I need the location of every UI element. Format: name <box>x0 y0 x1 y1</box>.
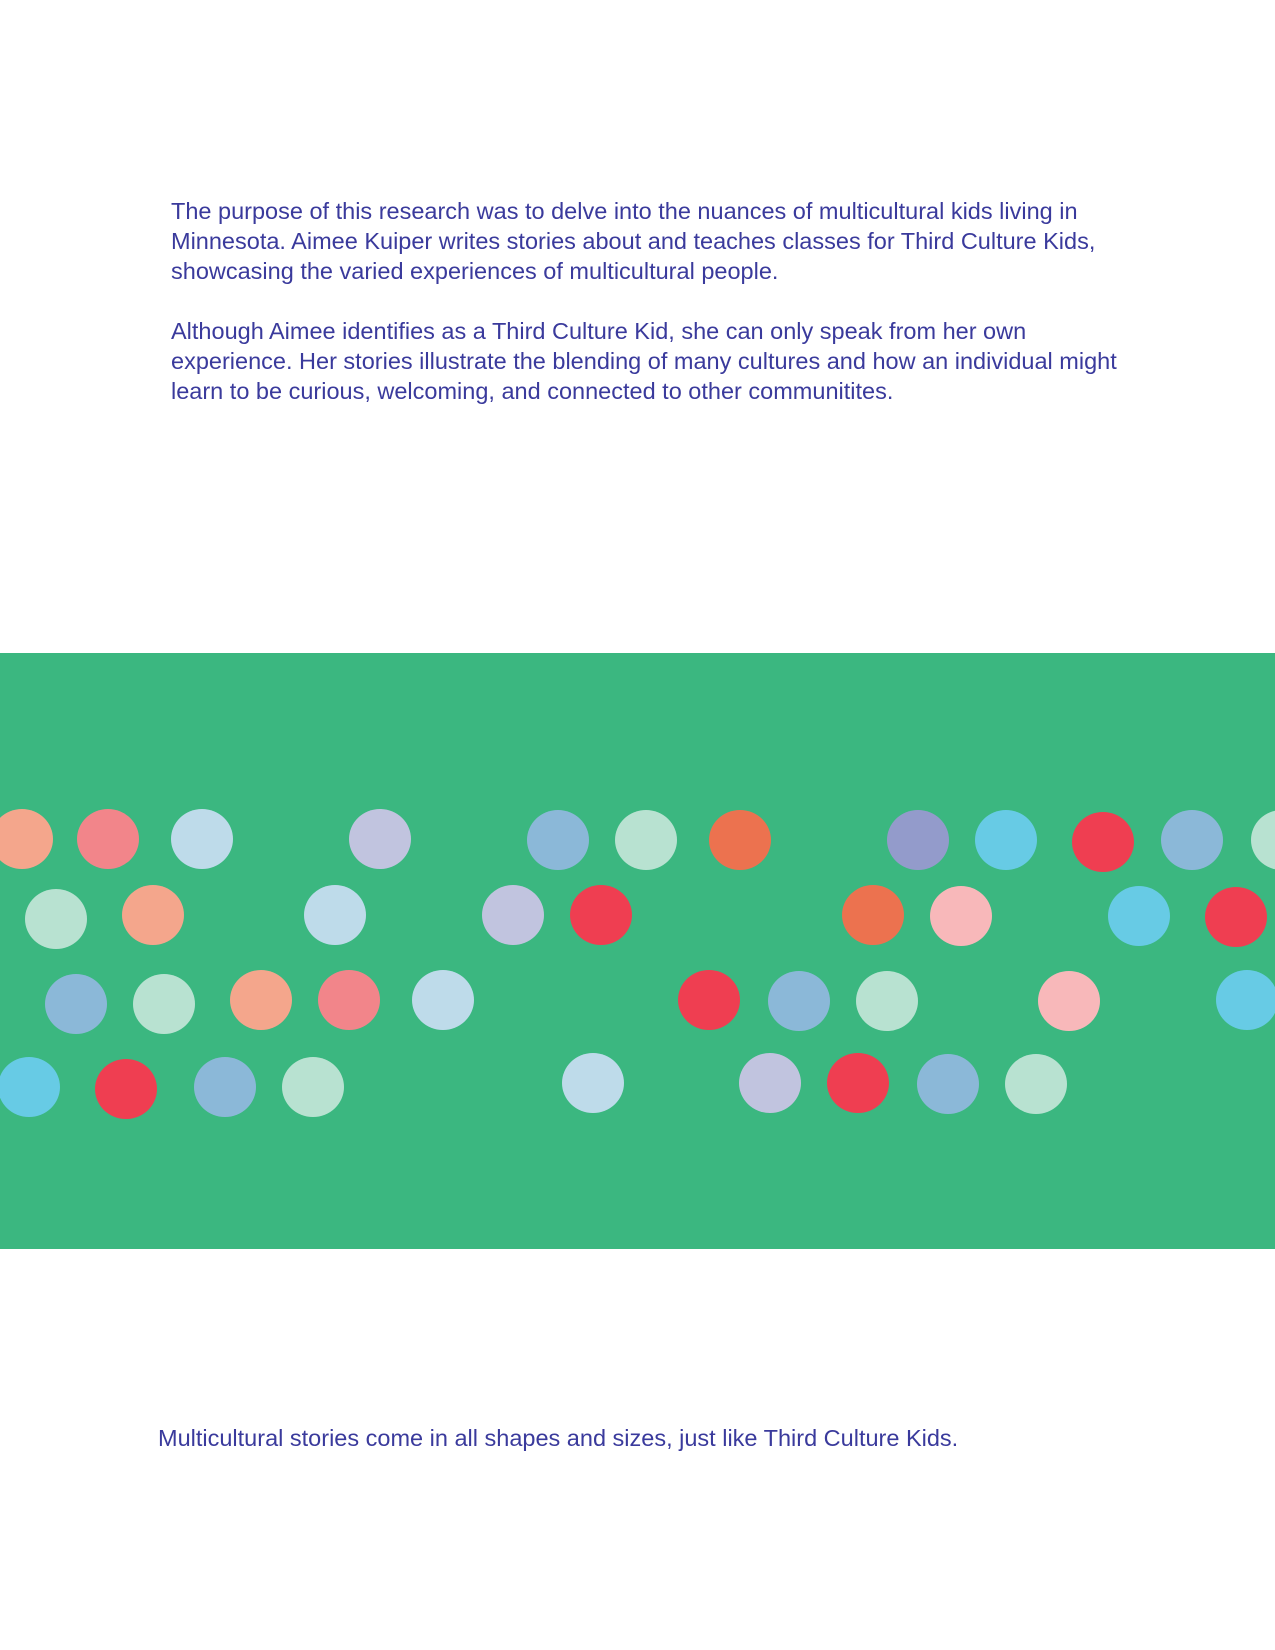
pattern-dot <box>887 810 949 870</box>
pattern-dot <box>527 810 589 870</box>
pattern-dot <box>842 885 904 945</box>
pattern-dot <box>1161 810 1223 870</box>
intro-paragraph-1: The purpose of this research was to delve into the nuances of multicultural kids living in Minnesota. Aimee Kuiper writes stories about and teaches classes for Third Culture Kids, showcasing the varied experiences of multicultural people. <box>171 198 1096 284</box>
pattern-dot <box>856 971 918 1031</box>
dot-pattern <box>0 653 1275 1249</box>
pattern-dot <box>304 885 366 945</box>
pattern-dot <box>917 1054 979 1114</box>
pattern-dot <box>230 970 292 1030</box>
pattern-dot <box>1038 971 1100 1031</box>
pattern-dot <box>45 974 107 1034</box>
pattern-dot <box>282 1057 344 1117</box>
pattern-dot <box>194 1057 256 1117</box>
pattern-dot <box>171 809 233 869</box>
pattern-dot <box>1005 1054 1067 1114</box>
pattern-dot <box>768 971 830 1031</box>
pattern-dot <box>77 809 139 869</box>
pattern-dot <box>95 1059 157 1119</box>
pattern-dot <box>349 809 411 869</box>
pattern-dot <box>827 1053 889 1113</box>
pattern-dot <box>562 1053 624 1113</box>
pattern-dot <box>1216 970 1275 1030</box>
pattern-dot <box>1251 810 1275 870</box>
pattern-dot <box>0 809 53 869</box>
pattern-dot <box>570 885 632 945</box>
pattern-dot <box>318 970 380 1030</box>
pattern-dot <box>930 886 992 946</box>
pattern-dot <box>709 810 771 870</box>
pattern-dot <box>25 889 87 949</box>
pattern-dot <box>482 885 544 945</box>
pattern-dot <box>615 810 677 870</box>
intro-text <box>171 196 1121 436</box>
pattern-dot <box>1108 886 1170 946</box>
pattern-dot <box>122 885 184 945</box>
pattern-dot <box>1072 812 1134 872</box>
pattern-dot <box>975 810 1037 870</box>
pattern-dot <box>1205 887 1267 947</box>
pattern-dot <box>412 970 474 1030</box>
caption-text: Multicultural stories come in all shapes and sizes, just like Third Culture Kids. <box>158 1425 959 1451</box>
intro-paragraph-2: Although Aimee identifies as a Third Culture Kid, she can only speak from her own experience. Her stories illustrate the blending of many cultures and how an individual might learn to be curious, welcoming, and connected to other communitites. <box>171 318 1117 404</box>
pattern-dot <box>678 970 740 1030</box>
pattern-dot <box>739 1053 801 1113</box>
pattern-dot <box>133 974 195 1034</box>
dot-pattern-band <box>0 653 1275 1249</box>
pattern-dot <box>0 1057 60 1117</box>
